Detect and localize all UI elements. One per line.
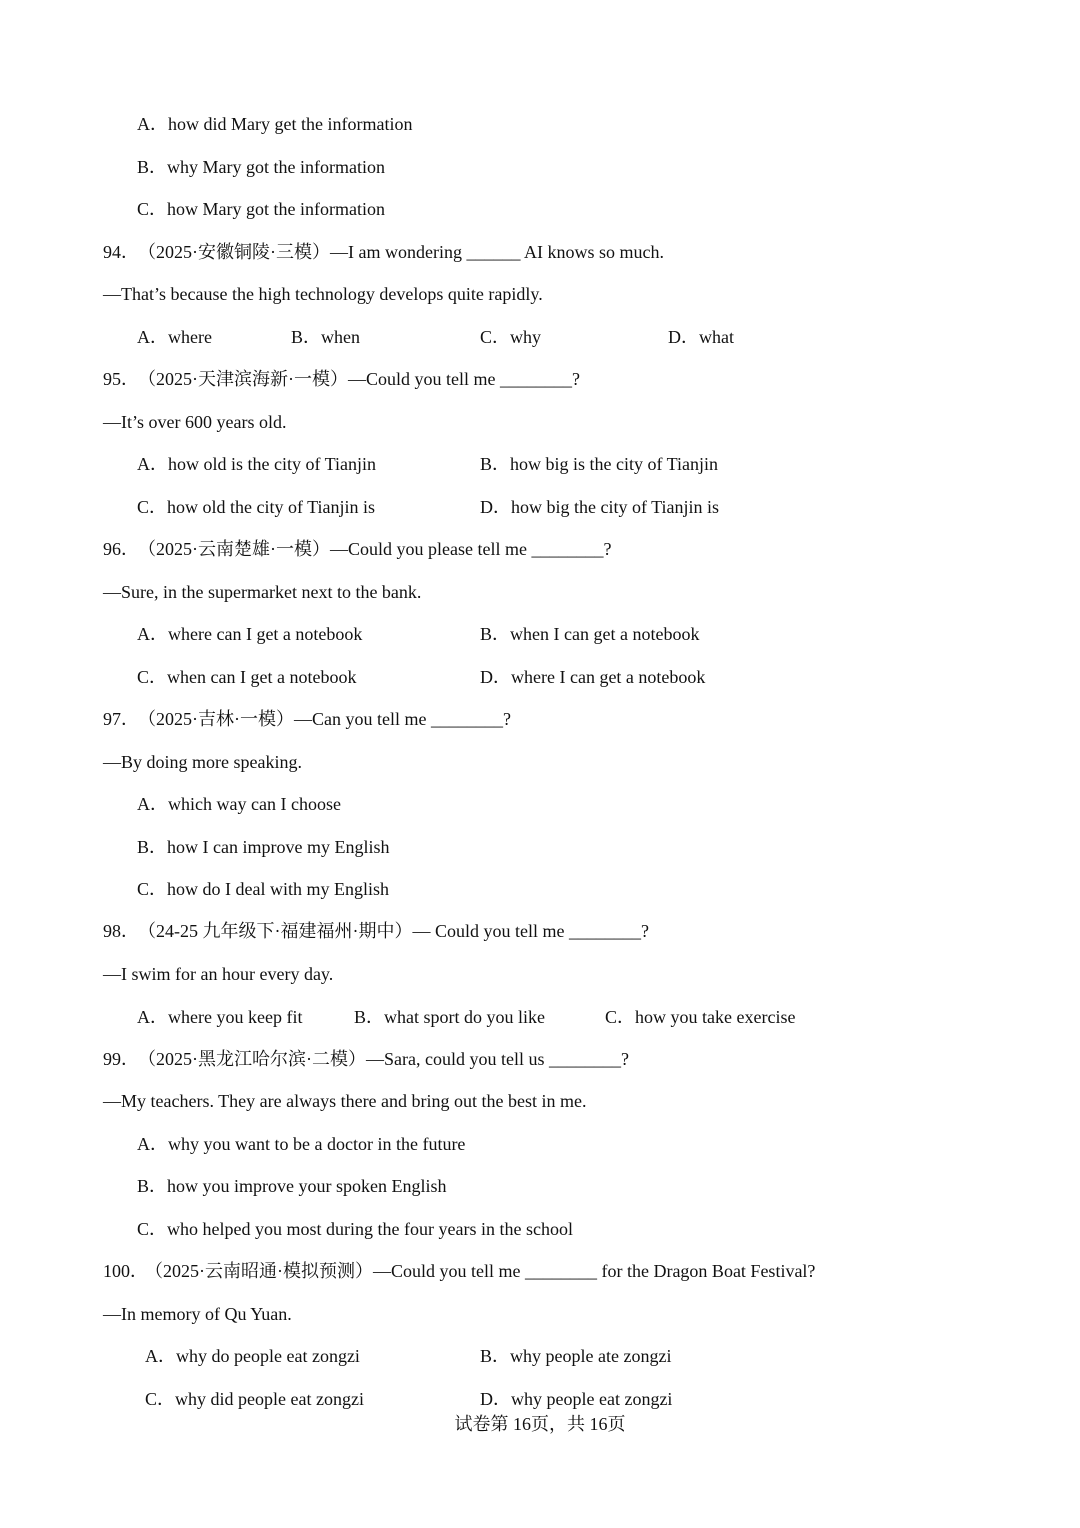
q96-option-d: [480, 667, 705, 687]
q96-option-c: [137, 667, 356, 687]
option-text: how Mary got the information: [167, 199, 385, 219]
q98-reply: —I swim for an hour every day.: [103, 964, 334, 984]
option-letter: A．: [137, 1134, 168, 1154]
option-text: how you take exercise: [635, 1007, 796, 1027]
option-text: why do people eat zongzi: [176, 1346, 360, 1366]
q99-option-b: [137, 1176, 447, 1196]
option-text: why: [510, 327, 542, 347]
option-letter: C．: [480, 327, 511, 347]
option-letter: B．: [480, 454, 511, 474]
option-letter: A．: [137, 454, 168, 474]
option-text: why you want to be a doctor in the future: [168, 1134, 466, 1154]
question-text: （2025·云南昭通·模拟预测）—Could you tell me ________ for the Dragon Boat Festival?: [154, 1261, 816, 1281]
q94-option-d: [668, 327, 734, 347]
question-number: 94．: [103, 242, 139, 262]
option-text: how you improve your spoken English: [167, 1176, 447, 1196]
q100-option-a: [145, 1346, 360, 1366]
q99-option-c: [137, 1219, 573, 1239]
question-number: 95．: [103, 369, 139, 389]
option-letter: A．: [137, 114, 168, 134]
q95-option-b: [480, 454, 718, 474]
option-text: when can I get a notebook: [167, 667, 357, 687]
option-text: why people eat zongzi: [511, 1389, 673, 1409]
option-letter: D．: [668, 327, 699, 347]
q93-option-a: [137, 114, 412, 134]
option-letter: A．: [145, 1346, 176, 1366]
question-number: 96．: [103, 539, 139, 559]
option-text: how do I deal with my English: [167, 879, 389, 899]
q100-option-c: [145, 1389, 364, 1409]
q97-stem: [103, 709, 511, 729]
option-letter: C．: [605, 1007, 636, 1027]
q100-option-b: [480, 1346, 671, 1366]
option-text: what sport do you like: [384, 1007, 545, 1027]
option-text: where I can get a notebook: [511, 667, 706, 687]
q94-option-a: [137, 327, 212, 347]
question-text: （2025·云南楚雄·一模）—Could you please tell me ________?: [147, 539, 612, 559]
q98-option-b: [354, 1007, 545, 1027]
option-letter: C．: [145, 1389, 176, 1409]
q96-option-a: [137, 624, 362, 644]
option-text: how old is the city of Tianjin: [168, 454, 377, 474]
q100-reply: —In memory of Qu Yuan.: [103, 1304, 292, 1324]
option-text: when: [321, 327, 361, 347]
q95-option-c: [137, 497, 375, 517]
q93-option-c: [137, 199, 385, 219]
option-letter: B．: [137, 837, 168, 857]
option-letter: D．: [480, 667, 511, 687]
q94-stem: [103, 242, 664, 262]
option-text: who helped you most during the four years in the school: [167, 1219, 573, 1239]
question-number: 99．: [103, 1049, 139, 1069]
option-letter: C．: [137, 1219, 168, 1239]
q95-option-a: [137, 454, 376, 474]
q99-stem: [103, 1049, 629, 1069]
question-text: （2025·天津滨海新·一模）—Could you tell me ________?: [147, 369, 580, 389]
q99-reply: —My teachers. They are always there and bring out the best in me.: [103, 1091, 587, 1111]
option-letter: C．: [137, 199, 168, 219]
q93-option-b: [137, 157, 385, 177]
option-letter: A．: [137, 327, 168, 347]
q98-option-c: [605, 1007, 795, 1027]
option-letter: B．: [137, 1176, 168, 1196]
q95-reply: —It’s over 600 years old.: [103, 412, 287, 432]
option-letter: A．: [137, 624, 168, 644]
option-letter: B．: [291, 327, 322, 347]
question-number: 100．: [103, 1261, 148, 1281]
question-text: （24-25 九年级下·福建福州·期中）— Could you tell me ________?: [147, 921, 649, 941]
option-text: why Mary got the information: [167, 157, 385, 177]
option-letter: D．: [480, 1389, 511, 1409]
option-letter: B．: [480, 1346, 511, 1366]
q94-option-c: [480, 327, 541, 347]
q98-stem: [103, 921, 649, 941]
option-letter: C．: [137, 879, 168, 899]
option-text: how big the city of Tianjin is: [511, 497, 720, 517]
q100-option-d: [480, 1389, 672, 1409]
option-text: where you keep fit: [168, 1007, 303, 1027]
option-text: what: [699, 327, 734, 347]
option-letter: B．: [137, 157, 168, 177]
q100-stem: [103, 1261, 815, 1281]
option-text: how old the city of Tianjin is: [167, 497, 376, 517]
option-text: which way can I choose: [168, 794, 341, 814]
q97-option-b: [137, 837, 389, 857]
question-text: （2025·黑龙江哈尔滨·二模）—Sara, could you tell us ________?: [147, 1049, 629, 1069]
q95-option-d: [480, 497, 719, 517]
option-text: how I can improve my English: [167, 837, 390, 857]
q97-reply: —By doing more speaking.: [103, 752, 302, 772]
option-text: where can I get a notebook: [168, 624, 363, 644]
question-number: 97．: [103, 709, 139, 729]
q96-stem: [103, 539, 611, 559]
q96-reply: —Sure, in the supermarket next to the bank.: [103, 582, 422, 602]
q97-option-a: [137, 794, 341, 814]
option-letter: C．: [137, 497, 168, 517]
question-text: （2025·吉林·一模）—Can you tell me ________?: [147, 709, 511, 729]
option-letter: A．: [137, 794, 168, 814]
option-text: why people ate zongzi: [510, 1346, 672, 1366]
question-number: 98．: [103, 921, 139, 941]
option-text: when I can get a notebook: [510, 624, 700, 644]
q94-reply: —That’s because the high technology develops quite rapidly.: [103, 284, 543, 304]
q94-option-b: [291, 327, 360, 347]
page-footer: 试卷第 16页，共 16页: [454, 1414, 626, 1434]
question-text: （2025·安徽铜陵·三模）—I am wondering ______ AI knows so much.: [147, 242, 664, 262]
option-text: how big is the city of Tianjin: [510, 454, 719, 474]
option-letter: B．: [354, 1007, 385, 1027]
option-letter: C．: [137, 667, 168, 687]
q96-option-b: [480, 624, 699, 644]
option-text: where: [168, 327, 212, 347]
option-text: how did Mary get the information: [168, 114, 413, 134]
q99-option-a: [137, 1134, 465, 1154]
option-text: why did people eat zongzi: [175, 1389, 364, 1409]
option-letter: A．: [137, 1007, 168, 1027]
option-letter: D．: [480, 497, 511, 517]
q95-stem: [103, 369, 580, 389]
q97-option-c: [137, 879, 389, 899]
option-letter: B．: [480, 624, 511, 644]
q98-option-a: [137, 1007, 302, 1027]
